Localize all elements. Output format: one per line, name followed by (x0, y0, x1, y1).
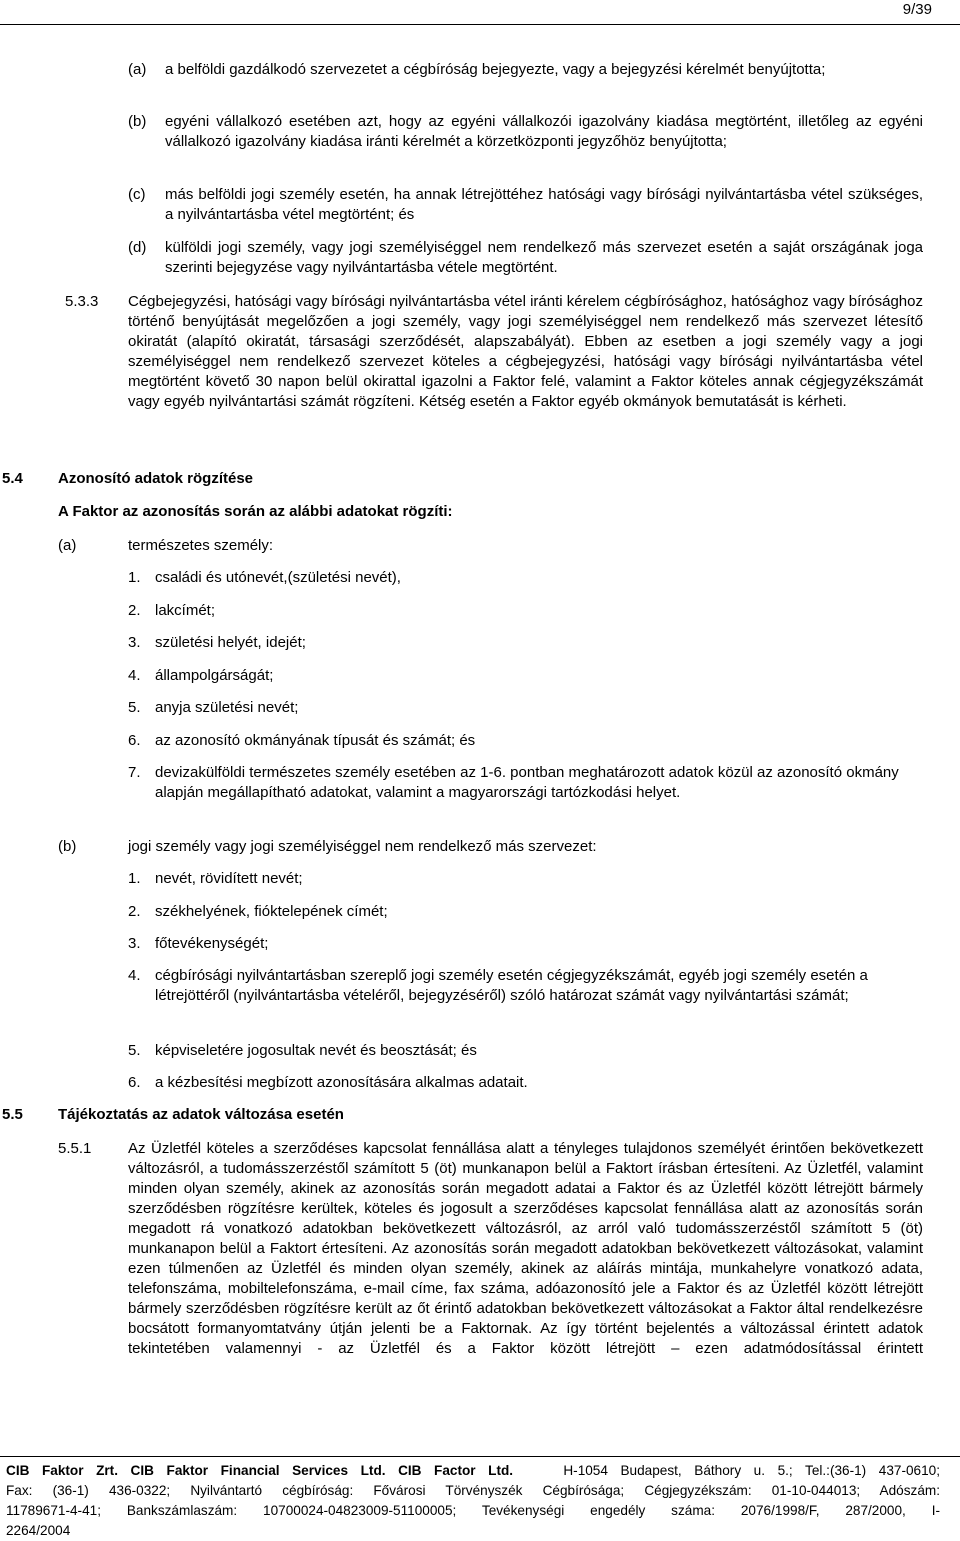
legal-item-num: 3. (128, 935, 141, 952)
natural-person-label: (a) (58, 537, 77, 554)
natural-item-num: 1. (128, 569, 141, 586)
section-5-3-3-number: 5.3.3 (65, 293, 99, 310)
natural-item-text: családi és utónevét,(születési nevét), (155, 569, 401, 586)
natural-person-heading: természetes személy: (128, 537, 274, 554)
section-5-4-intro: A Faktor az azonosítás során az alábbi adatokat rögzíti: (58, 503, 453, 520)
legal-item-num: 6. (128, 1074, 141, 1091)
section-5-5-title: Tájékoztatás az adatok változása esetén (58, 1106, 344, 1123)
natural-item-text: anyja születési nevét; (155, 699, 299, 716)
list-item-a-text: a belföldi gazdálkodó szervezetet a cégbíróság bejegyezte, vagy a bejegyzési kérelmét benyújtotta; (165, 61, 826, 78)
legal-item-text: főtevékenységét; (155, 935, 269, 952)
page-footer (6, 1461, 940, 1541)
section-5-4-title: Azonosító adatok rögzítése (58, 470, 254, 487)
page-number: 9/39 (902, 1, 932, 18)
footer-line-4: 2264/2004 (6, 1523, 71, 1538)
section-5-4-number: 5.4 (2, 470, 23, 487)
legal-item-num: 5. (128, 1042, 141, 1059)
legal-item-text: cégbírósági nyilvántartásban szereplő jogi személy esetén cégjegyzékszámát, egyéb jogi személy esetén a létrejöttéről (nyilvántartásba vételéről, bejegyzéséről) szóló határozat számát vagy nyilvántartási számát; (155, 967, 868, 1004)
section-5-5-1-number: 5.5.1 (58, 1140, 92, 1157)
footer-divider (0, 1456, 960, 1457)
list-item-b-text: egyéni vállalkozó esetében azt, hogy az egyéni vállalkozói igazolvány kiadása megtörtént, illetőleg az egyéni vállalkozó igazolvány kiadása iránti kérelmét a körzetközponti jegyzőhöz benyújtotta; (165, 113, 923, 150)
natural-item-text: születési helyét, idejét; (155, 634, 306, 651)
list-item-c-text: más belföldi jogi személy esetén, ha annak létrejöttéhez hatósági vagy bírósági nyilvántartásba vétel szükséges, a nyilvántartásba vétel megtörtént; és (165, 186, 923, 223)
list-item-d-label: (d) (128, 239, 147, 256)
header-divider (0, 24, 960, 25)
legal-item-num: 2. (128, 903, 141, 920)
list-item-b-label: (b) (128, 113, 147, 130)
legal-entity-label: (b) (58, 838, 77, 855)
natural-item-text: állampolgárságát; (155, 667, 274, 684)
natural-item-text: lakcímét; (155, 602, 216, 619)
section-5-5-1-text: Az Üzletfél köteles a szerződéses kapcsolat fennállása alatt a tényleges tulajdonos személyét érintően bekövetkezett változásról, a tudomásszerzéstől számított 5 (öt) munkanapon belül a Faktort írásban értesíteni. Az Üzletfél, valamint minden olyan személy, akinek az azonosítás során megadott adatai a Faktor és az Üzletfél között létrejött bármely szerződésben rögzítésre kerültek, köteles és jogosult a szerződéses kapcsolat fennállása alatt az azonosítás során megadott rá vonatkozó adatokban bekövetkezett változásról, az arról való tudomásszerzéstől számított 5 (öt) munkanapon belül a Faktort értesíteni. Az azonosítás során megadott adatokban bekövetkezett változásokat, valamint ezen túlmenően az Üzletfél és minden olyan személy, akinek az aláírás mintája, munkahelyre vonatkozó adata, telefonszáma, mobiltelefonszáma, e-mail címe, fax száma, adóazonosító jele a Faktor és az Üzletfél között létrejött bármely szerződésben rögzítésre került az őt érintő adatokban bekövetkezett változásokat a Faktor által rendelkezésre bocsátott formanyomtatvány útján jelenti be a Faktornak. Az így történt bejelentés a változással érintett adatok tekintetében valamennyi - az Üzletfél és a Faktor között létrejött – ezen adatmódosítással érintett (128, 1140, 923, 1357)
list-item-c-label: (c) (128, 186, 146, 203)
natural-item-num: 7. (128, 764, 141, 781)
legal-item-num: 4. (128, 967, 141, 984)
legal-item-text: nevét, rövidített nevét; (155, 870, 303, 887)
natural-item-num: 5. (128, 699, 141, 716)
natural-item-text: az azonosító okmányának típusát és számát; és (155, 732, 476, 749)
natural-item-num: 3. (128, 634, 141, 651)
footer-address: H-1054 Budapest, Báthory u. 5.; Tel.:(36-1) 437-0610; (563, 1463, 940, 1478)
natural-item-num: 6. (128, 732, 141, 749)
legal-entity-heading: jogi személy vagy jogi személyiséggel nem rendelkező más szervezet: (128, 838, 597, 855)
list-item-d-text: külföldi jogi személy, vagy jogi személyiséggel nem rendelkező más szervezet esetén a saját országának joga szerinti bejegyzése vagy nyilvántartásba vétele megtörtént. (165, 239, 923, 276)
legal-item-text: képviseletére jogosultak nevét és beosztását; és (155, 1042, 477, 1059)
natural-item-text: devizakülföldi természetes személy esetében az 1-6. pontban meghatározott adatok közül az azonosító okmány alapján megállapítható adatokat, valamint a magyarországi tartózkodási helyet. (155, 764, 899, 801)
legal-item-text: a kézbesítési megbízott azonosítására alkalmas adatait. (155, 1074, 528, 1091)
legal-item-num: 1. (128, 870, 141, 887)
legal-item-text: székhelyének, fióktelepének címét; (155, 903, 388, 920)
footer-line-2: Fax: (36-1) 436-0322; Nyilvántartó cégbíróság: Fővárosi Törvényszék Cégbírósága; Cégjegyzékszám: 01-10-044013; Adószám: (6, 1483, 940, 1498)
natural-item-num: 2. (128, 602, 141, 619)
footer-line-3: 11789671-4-41; Bankszámlaszám: 10700024-04823009-51100005; Tevékenységi engedély száma: 2076/1998/F, 287/2000, I- (6, 1503, 940, 1518)
section-5-3-3-text: Cégbejegyzési, hatósági vagy bírósági nyilvántartásba vétel iránti kérelem cégbírósághoz, hatósághoz vagy bírósághoz történő benyújtását megelőzően a jogi személy, vagy jogi személyiséggel nem rendelkező más szervezet létesítő okiratát (alapító okiratát, társasági szerződését, alapszabályát). Ebben az esetben a jogi személy vagy a jogi személyiséggel nem rendelkező szervezet köteles a cégbejegyzési, hatósági vagy bírósági nyilvántartásba vétel megtörtént követő 30 napon belül okirattal igazolni a Faktor felé, valamint a Faktor köteles annak cégjegyzékszámát vagy egyéb nyilvántartási számát rögzíteni. Kétség esetén a Faktor egyéb okmányok bemutatását is kérheti. (128, 293, 923, 410)
footer-company: CIB Faktor Zrt. CIB Faktor Financial Services Ltd. CIB Factor Ltd. (6, 1463, 514, 1478)
section-5-5-number: 5.5 (2, 1106, 23, 1123)
natural-item-num: 4. (128, 667, 141, 684)
list-item-a-label: (a) (128, 61, 147, 78)
